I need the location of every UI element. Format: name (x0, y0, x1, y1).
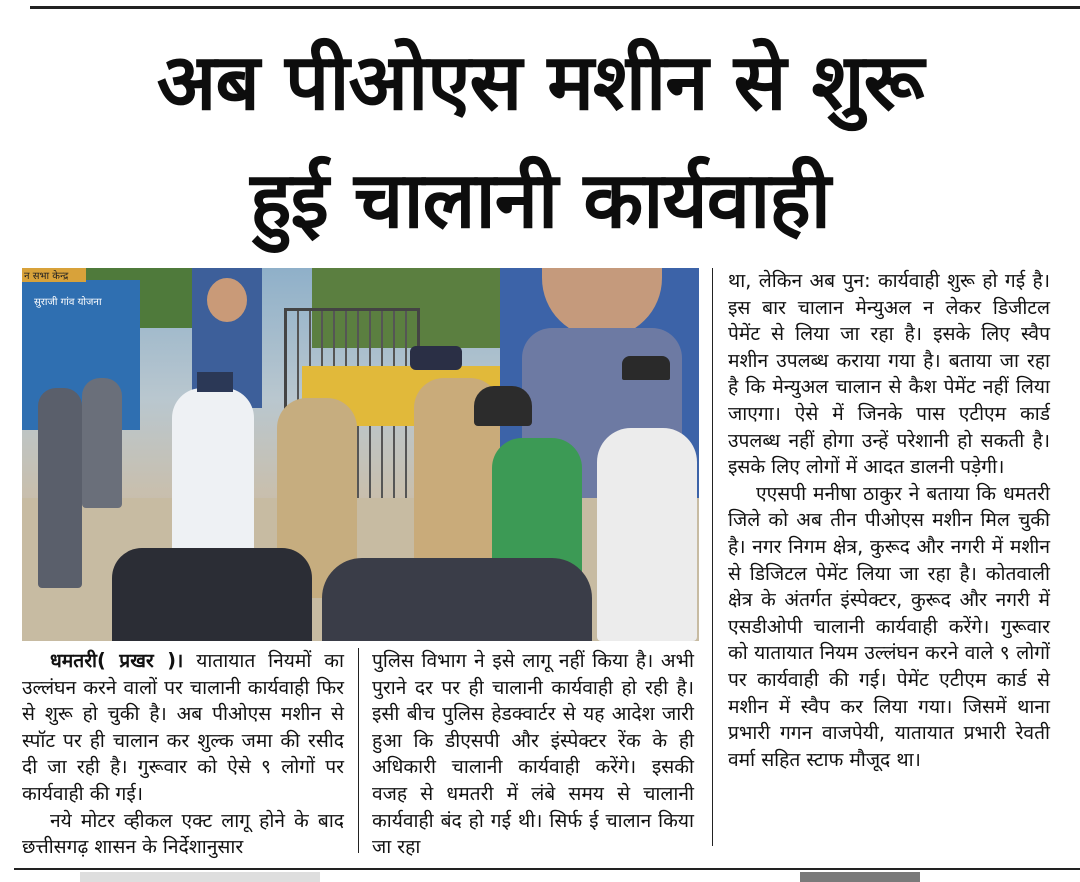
man-white-hoodie (597, 428, 697, 641)
headline-line-2: हुई चालानी कार्यवाही (250, 156, 830, 246)
banner-left-text: सुराजी गांव योजना (34, 297, 102, 308)
dateline: धमतरी( प्रखर )। (50, 649, 184, 672)
column-2-paragraph-1: पुलिस विभाग ने इसे लागू नहीं किया है। अभी पुराने दर पर ही चालानी कार्यवाही हो रही है। इसी बीच पुलिस हेडक्वार्टर से यह आदेश जारी हुआ कि डीएसपी और इंस्पेक्टर रेंक के ही अधिकारी चालानी कार्यवाही करेंगे। इसकी वजह से धमतरी में लंबे समय से चालानी कार्यवाही बंद हो गई थी। सिर्फ ई चालान किया जा रहा (372, 649, 694, 859)
column-3-paragraph-1: था, लेकिन अब पुन: कार्यवाही शुरू हो गई है। इस बार चालान मेन्युअल न लेकर डिजीटल पेमेंट से लिया जा रहा है। इसके लिए स्वैप मशीन उपलब्ध कराया गया है। बताया जा रहा है कि मेन्युअल चालान से कैश पेमेंट नहीं लिया जाएगा। ऐसे में जिनके पास एटीएम कार्ड उपलब्ध नहीं होगा उन्हें परेशानी हो सकती है। इसके लिए लोगों में आदत डालनी पड़ेगी। (728, 269, 1050, 479)
bottom-strip-right (800, 872, 920, 882)
article-column-1 (22, 648, 344, 861)
bottom-rule (14, 868, 1080, 870)
person-1 (38, 388, 82, 588)
news-photo (22, 268, 699, 641)
motorbike-2 (322, 558, 592, 641)
article-column-2 (372, 648, 694, 861)
motorbike-1 (112, 548, 312, 641)
headline-line-1: अब पीओएस मशीन से शुरू (156, 38, 924, 128)
article-column-3 (728, 268, 1050, 773)
top-rule (30, 6, 1080, 9)
column-3-paragraph-2: एएसपी मनीषा ठाकुर ने बताया कि धमतरी जिले को अब तीन पीओएस मशीन मिल चुकी है। नगर निगम क्षेत्र, कुरूद और नगरी में मशीन से डिजिटल पेमेंट लिया जा रहा है। कोतवाली क्षेत्र के अंतर्गत इंस्पेक्टर, कुरूद और नगरी में एसडीओपी चालानी कार्यवाही करेंगे। गुरूवार को यातायात नियम उल्लंघन करने वाले ९ लोगों पर कार्यवाही की गई। पेमेंट एटीएम कार्ड से मशीन में स्वैप कर लिया गया। जिसमें थाना प्रभारी गगन वाजपेयी, यातायात प्रभारी रेवती वर्मा सहित स्टाफ मौजूद था। (728, 481, 1050, 771)
column-rule-right (712, 268, 713, 846)
column-1-paragraph-1: यातायात नियमों का उल्लंघन करने वालों पर चालानी कार्यवाही फिर से शुरू हो चुकी है। अब पीओएस मशीन से स्पॉट पर ही चालान कर शुल्क जमा की रसीद दी जा रही है। गुरूवार को ऐसे ९ लोगों पर कार्यवाही की गई। (22, 649, 344, 805)
column-1-paragraph-2: नये मोटर व्हीकल एक्ट लागू होने के बाद छत्तीसगढ़ शासन के निर्देशानुसार (22, 808, 344, 859)
column-rule-middle (358, 648, 359, 853)
bottom-strip-left (80, 872, 320, 882)
banner-top-left-text: न सभा केन्द्र (24, 271, 69, 282)
